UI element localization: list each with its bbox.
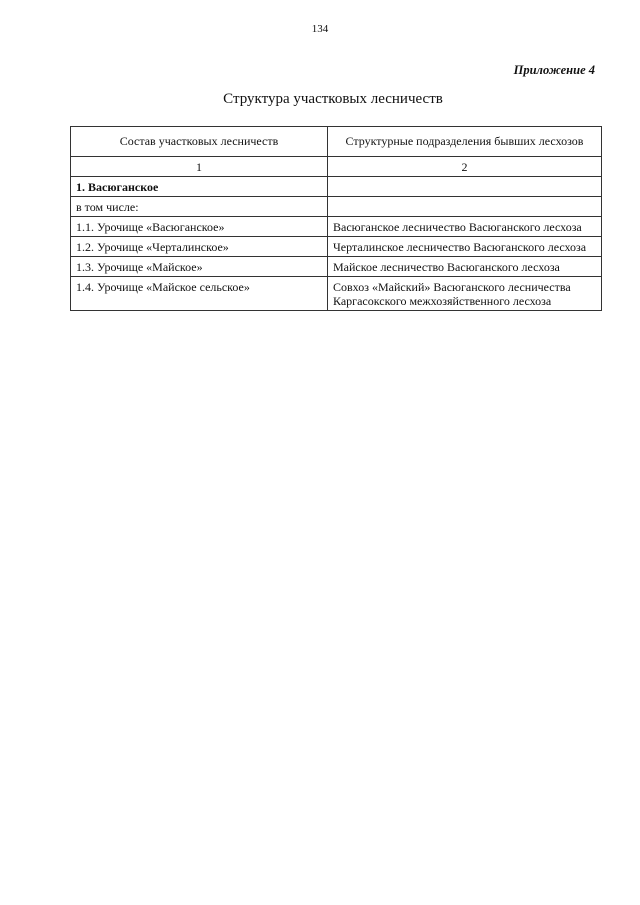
column-header-former-divisions: Структурные подразделения бывших лесхозов bbox=[328, 127, 602, 157]
row-left-cell: 1.3. Урочище «Майское» bbox=[71, 257, 328, 277]
column-header-composition: Состав участковых лесничеств bbox=[71, 127, 328, 157]
column-number-row bbox=[71, 157, 602, 177]
row-left-cell: 1.2. Урочище «Черталинское» bbox=[71, 237, 328, 257]
column-number-2: 2 bbox=[328, 157, 602, 177]
row-right-cell: Черталинское лесничество Васюганского лесхоза bbox=[328, 237, 602, 257]
sub-label-empty-cell bbox=[328, 197, 602, 217]
page-title: Структура участковых лесничеств bbox=[223, 91, 443, 107]
appendix-label: Приложение 4 bbox=[513, 63, 595, 77]
row-right-cell: Майское лесничество Васюганского лесхоза bbox=[328, 257, 602, 277]
row-right-cell: Совхоз «Майский» Васюганского лесничества Каргасокского межхозяйственного лесхоза bbox=[328, 277, 602, 311]
page-number: 134 bbox=[311, 23, 329, 35]
table-row bbox=[71, 277, 602, 311]
table-header-row bbox=[71, 127, 602, 157]
column-number-1: 1 bbox=[71, 157, 328, 177]
section-name: 1. Васюганское bbox=[71, 177, 328, 197]
table-row bbox=[71, 217, 602, 237]
table-row bbox=[71, 257, 602, 277]
sub-label-row bbox=[71, 197, 602, 217]
section-empty-cell bbox=[328, 177, 602, 197]
table-row bbox=[71, 237, 602, 257]
row-left-cell: 1.4. Урочище «Майское сельское» bbox=[71, 277, 328, 311]
section-row bbox=[71, 177, 602, 197]
row-left-cell: 1.1. Урочище «Васюганское» bbox=[71, 217, 328, 237]
section-sub-label: в том числе: bbox=[71, 197, 328, 217]
forestry-structure-table bbox=[70, 126, 602, 311]
row-right-cell: Васюганское лесничество Васюганского лесхоза bbox=[328, 217, 602, 237]
